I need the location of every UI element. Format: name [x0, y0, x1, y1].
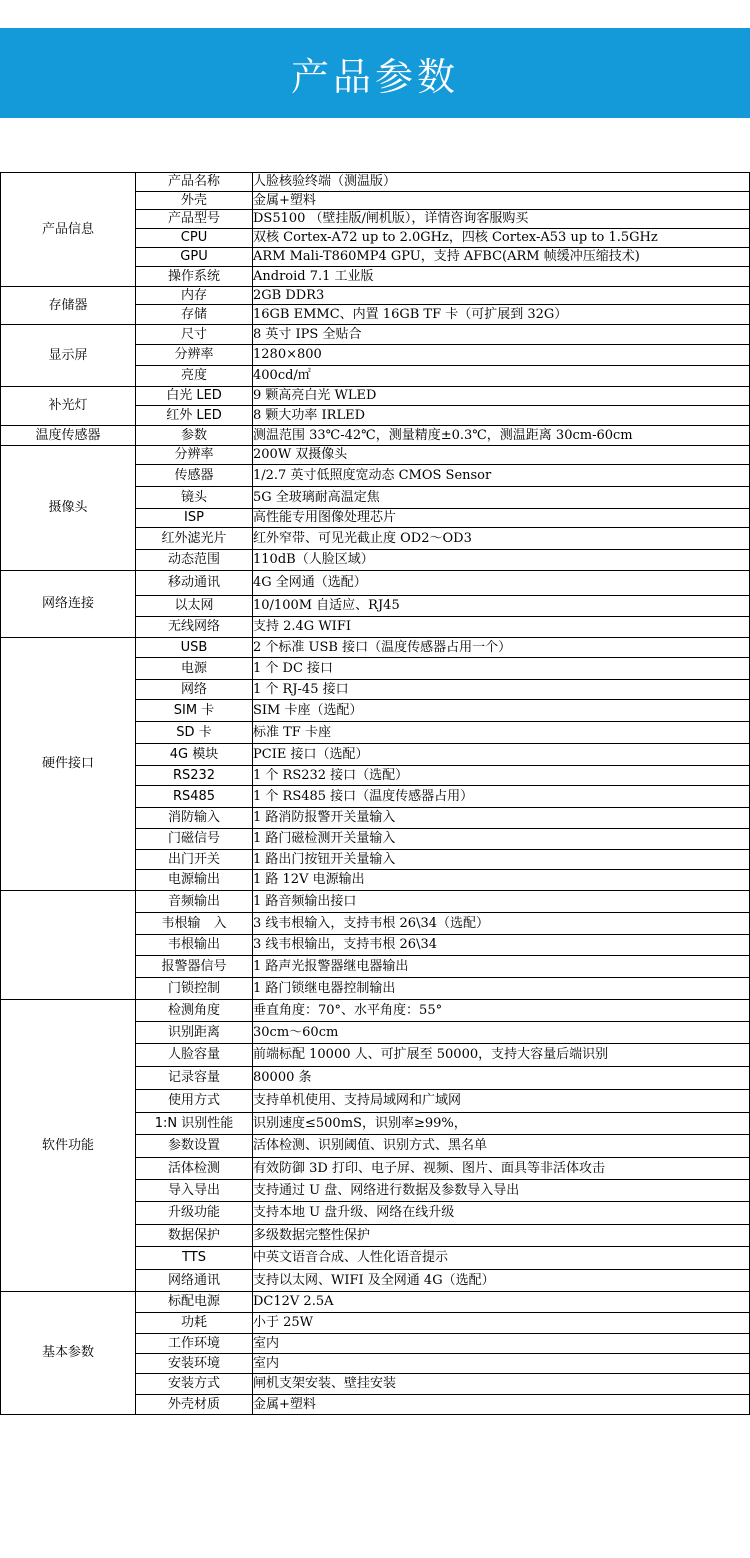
param-value: 2GB DDR3 — [253, 287, 750, 305]
param-value: Android 7.1 工业版 — [253, 267, 750, 287]
param-label: 音频输出 — [136, 891, 253, 913]
param-value: 垂直角度：70°、水平角度：55° — [253, 1000, 750, 1022]
param-label: RS232 — [136, 766, 253, 786]
param-value: 1 路声光报警器继电器输出 — [253, 956, 750, 978]
param-label: 参数 — [136, 426, 253, 446]
table-row — [1, 387, 750, 406]
param-label: 电源输出 — [136, 870, 253, 891]
param-value: 10/100M 自适应、RJ45 — [253, 596, 750, 617]
param-value: 1 路音频输出接口 — [253, 891, 750, 913]
page-title-banner — [0, 28, 750, 118]
param-label: 存储 — [136, 305, 253, 325]
param-label: USB — [136, 638, 253, 658]
param-label: 亮度 — [136, 366, 253, 387]
section-name — [1, 891, 136, 1000]
param-value: 多级数据完整性保护 — [253, 1225, 750, 1247]
table-row — [1, 1000, 750, 1022]
param-value: 活体检测、识别阈值、识别方式、黑名单 — [253, 1135, 750, 1158]
param-value: 中英文语音合成、人性化语音提示 — [253, 1247, 750, 1270]
param-label: 记录容量 — [136, 1067, 253, 1090]
param-value: 200W 双摄像头 — [253, 446, 750, 465]
param-label: 安装环境 — [136, 1354, 253, 1374]
param-label: 网络通讯 — [136, 1270, 253, 1292]
param-label: 导入导出 — [136, 1180, 253, 1202]
param-value: 支持以太网、WIFI 及全网通 4G（选配） — [253, 1270, 750, 1292]
section-name: 软件功能 — [1, 1000, 136, 1292]
param-value: 2 个标准 USB 接口（温度传感器占用一个） — [253, 638, 750, 658]
param-label: 尺寸 — [136, 325, 253, 345]
param-label: 镜头 — [136, 487, 253, 509]
param-label: 数据保护 — [136, 1225, 253, 1247]
table-row — [1, 287, 750, 305]
param-label: 标配电源 — [136, 1292, 253, 1313]
param-label: 升级功能 — [136, 1202, 253, 1225]
param-value: 1 个 RS232 接口（选配） — [253, 766, 750, 786]
param-value: PCIE 接口（选配） — [253, 744, 750, 766]
param-value: 16GB EMMC、内置 16GB TF 卡（可扩展到 32G） — [253, 305, 750, 325]
table-row — [1, 638, 750, 658]
param-label: SIM 卡 — [136, 700, 253, 722]
table-row — [1, 426, 750, 446]
param-value: 1280×800 — [253, 345, 750, 366]
param-label: 移动通讯 — [136, 571, 253, 596]
param-value: 支持本地 U 盘升级、网络在线升级 — [253, 1202, 750, 1225]
param-label: 韦根输出 — [136, 935, 253, 956]
param-label: 出门开关 — [136, 850, 253, 870]
param-label: TTS — [136, 1247, 253, 1270]
table-row — [1, 571, 750, 596]
param-label: 无线网络 — [136, 617, 253, 638]
param-label: 报警器信号 — [136, 956, 253, 978]
param-value: 3 线韦根输入，支持韦根 26\34（选配） — [253, 913, 750, 935]
param-label: 1:N 识别性能 — [136, 1113, 253, 1135]
param-label: 人脸容量 — [136, 1044, 253, 1067]
param-value: 前端标配 10000 人、可扩展至 50000，支持大容量后端识别 — [253, 1044, 750, 1067]
param-label: 识别距离 — [136, 1022, 253, 1044]
section-name: 存储器 — [1, 287, 136, 325]
param-value: 双核 Cortex-A72 up to 2.0GHz，四核 Cortex-A53 up to 1.5GHz — [253, 229, 750, 248]
param-value: 识别速度≤500mS，识别率≥99%， — [253, 1113, 750, 1135]
param-label: 动态范围 — [136, 550, 253, 571]
param-label: 网络 — [136, 680, 253, 700]
param-value: 1/2.7 英寸低照度宽动态 CMOS Sensor — [253, 465, 750, 487]
param-value: 110dB（人脸区域） — [253, 550, 750, 571]
param-label: 分辨率 — [136, 345, 253, 366]
param-label: 使用方式 — [136, 1090, 253, 1113]
spec-table — [0, 172, 750, 1415]
param-label: 分辨率 — [136, 446, 253, 465]
param-value: 高性能专用图像处理芯片 — [253, 509, 750, 528]
param-value: 测温范围 33℃-42℃，测量精度±0.3℃，测温距离 30cm-60cm — [253, 426, 750, 446]
param-value: 红外窄带、可见光截止度 OD2～OD3 — [253, 528, 750, 550]
param-value: 9 颗高亮白光 WLED — [253, 387, 750, 406]
table-row — [1, 891, 750, 913]
param-value: 有效防御 3D 打印、电子屏、视频、图片、面具等非活体攻击 — [253, 1158, 750, 1180]
section-name: 硬件接口 — [1, 638, 136, 891]
param-value: 3 线韦根输出，支持韦根 26\34 — [253, 935, 750, 956]
param-value: SIM 卡座（选配） — [253, 700, 750, 722]
param-value: 金属+塑料 — [253, 192, 750, 210]
param-value: 支持单机使用、支持局域网和广域网 — [253, 1090, 750, 1113]
param-label: ISP — [136, 509, 253, 528]
param-value: DS5100 （壁挂版/闸机版），详情咨询客服购买 — [253, 210, 750, 229]
param-value: 4G 全网通（选配） — [253, 571, 750, 596]
param-value: ARM Mali-T860MP4 GPU，支持 AFBC(ARM 帧缓冲压缩技术) — [253, 248, 750, 267]
param-value: 1 路消防报警开关量输入 — [253, 808, 750, 829]
param-value: 支持通过 U 盘、网络进行数据及参数导入导出 — [253, 1180, 750, 1202]
param-label: CPU — [136, 229, 253, 248]
param-value: 1 路门锁继电器控制输出 — [253, 978, 750, 1000]
param-value: 闸机支架安装、壁挂安装 — [253, 1374, 750, 1395]
param-value: 5G 全玻璃耐高温定焦 — [253, 487, 750, 509]
param-label: 产品型号 — [136, 210, 253, 229]
param-label: 红外 LED — [136, 406, 253, 426]
param-label: 门磁信号 — [136, 829, 253, 850]
param-label: 以太网 — [136, 596, 253, 617]
param-label: 工作环境 — [136, 1334, 253, 1354]
section-name: 温度传感器 — [1, 426, 136, 446]
param-label: 功耗 — [136, 1313, 253, 1334]
section-name: 补光灯 — [1, 387, 136, 426]
param-label: 参数设置 — [136, 1135, 253, 1158]
param-value: 400cd/㎡ — [253, 366, 750, 387]
param-label: 消防输入 — [136, 808, 253, 829]
param-value: 支持 2.4G WIFI — [253, 617, 750, 638]
param-label: 传感器 — [136, 465, 253, 487]
param-label: SD 卡 — [136, 722, 253, 744]
param-label: 活体检测 — [136, 1158, 253, 1180]
param-value: 金属+塑料 — [253, 1395, 750, 1415]
param-label: 白光 LED — [136, 387, 253, 406]
param-label: 红外滤光片 — [136, 528, 253, 550]
param-label: 产品名称 — [136, 173, 253, 192]
param-label: 安装方式 — [136, 1374, 253, 1395]
param-value: 1 个 DC 接口 — [253, 658, 750, 680]
param-value: 8 英寸 IPS 全贴合 — [253, 325, 750, 345]
param-value: 人脸核验终端（测温版） — [253, 173, 750, 192]
param-value: 30cm～60cm — [253, 1022, 750, 1044]
param-label: 4G 模块 — [136, 744, 253, 766]
table-row — [1, 1292, 750, 1313]
param-label: 门锁控制 — [136, 978, 253, 1000]
table-row — [1, 446, 750, 465]
param-value: 1 个 RS485 接口（温度传感器占用） — [253, 786, 750, 808]
table-row — [1, 325, 750, 345]
param-label: 电源 — [136, 658, 253, 680]
param-value: 1 路 12V 电源输出 — [253, 870, 750, 891]
param-value: 标准 TF 卡座 — [253, 722, 750, 744]
section-name: 网络连接 — [1, 571, 136, 638]
section-name: 基本参数 — [1, 1292, 136, 1415]
param-value: 小于 25W — [253, 1313, 750, 1334]
param-label: 内存 — [136, 287, 253, 305]
param-label: 操作系统 — [136, 267, 253, 287]
section-name: 显示屏 — [1, 325, 136, 387]
param-label: 外壳 — [136, 192, 253, 210]
param-value: 80000 条 — [253, 1067, 750, 1090]
section-name: 产品信息 — [1, 173, 136, 287]
param-value: DC12V 2.5A — [253, 1292, 750, 1313]
param-label: RS485 — [136, 786, 253, 808]
param-value: 1 个 RJ-45 接口 — [253, 680, 750, 700]
param-value: 8 颗大功率 IRLED — [253, 406, 750, 426]
param-label: 外壳材质 — [136, 1395, 253, 1415]
table-row — [1, 173, 750, 192]
param-label: GPU — [136, 248, 253, 267]
section-name: 摄像头 — [1, 446, 136, 571]
param-value: 1 路门磁检测开关量输入 — [253, 829, 750, 850]
param-value: 室内 — [253, 1354, 750, 1374]
param-value: 室内 — [253, 1334, 750, 1354]
param-value: 1 路出门按钮开关量输入 — [253, 850, 750, 870]
param-label: 韦根输 入 — [136, 913, 253, 935]
page-title: 产品参数 — [290, 54, 459, 99]
param-label: 检测角度 — [136, 1000, 253, 1022]
